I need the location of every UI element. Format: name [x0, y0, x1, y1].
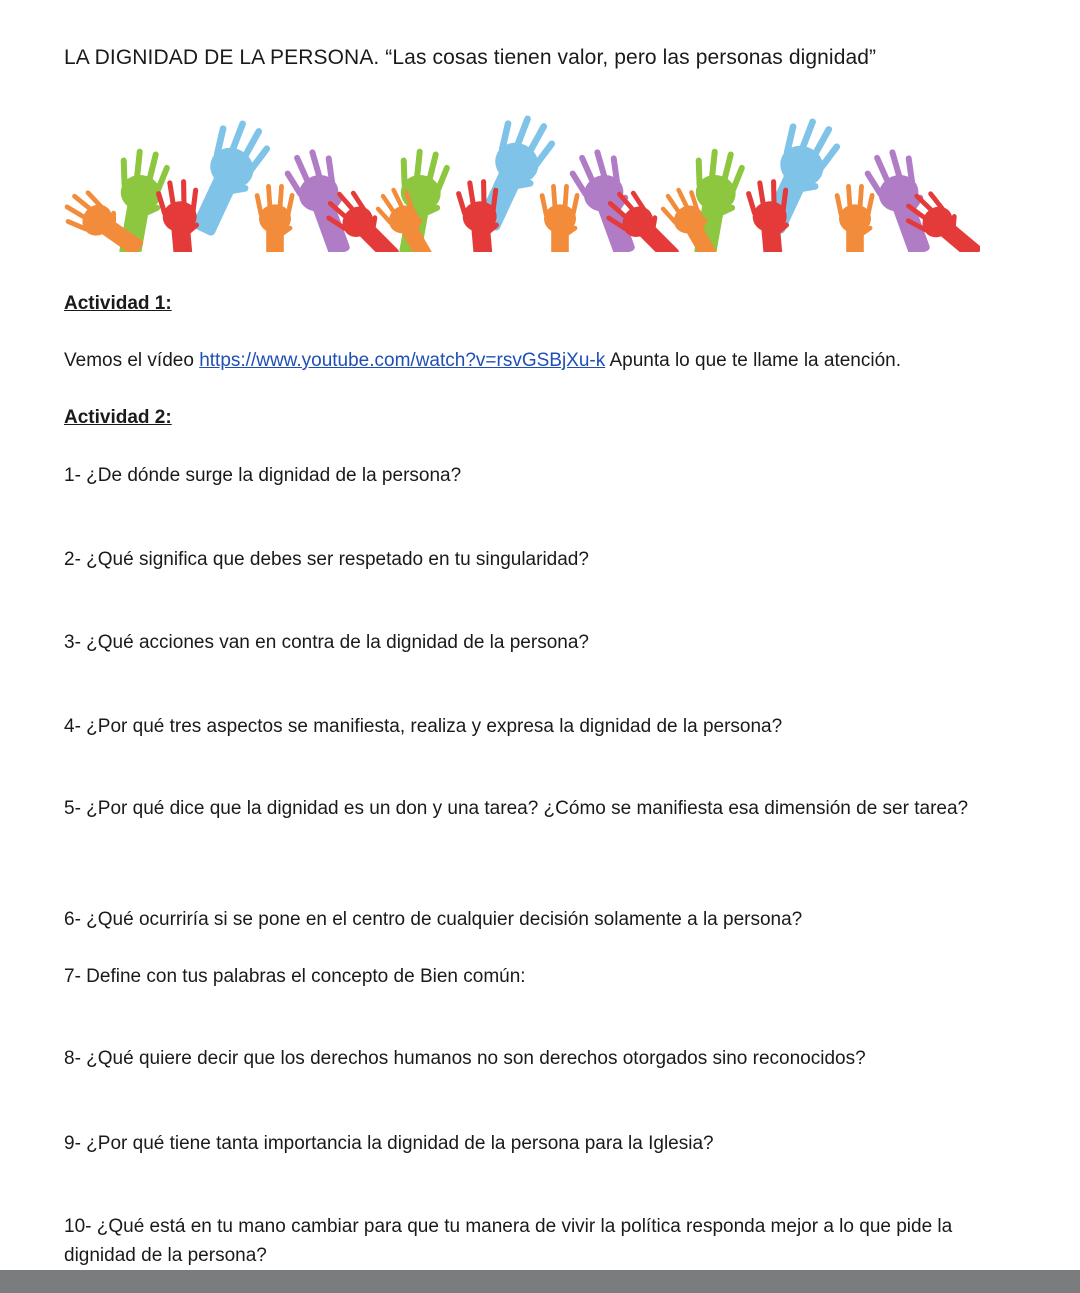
hand-orange-2-icon: [254, 184, 295, 252]
bottom-bar: [0, 1270, 1080, 1293]
question-5: 5- ¿Por qué dice que la dignidad es un don y una tarea? ¿Cómo se manifiesta esa dimensión de ser tarea?: [64, 798, 969, 819]
question-9: 9- ¿Por qué tiene tanta importancia la dignidad de la persona para la Iglesia?: [64, 1133, 714, 1154]
question-1: 1- ¿De dónde surge la dignidad de la persona?: [64, 465, 462, 486]
activity-2-heading: Actividad 2:: [64, 407, 172, 428]
hand-orange-4-icon: [539, 184, 580, 252]
question-2: 2- ¿Qué significa que debes ser respetado en tu singularidad?: [64, 549, 589, 570]
question-7: 7- Define con tus palabras el concepto de Bien común:: [64, 966, 526, 987]
activity-1-text-after: Apunta lo que te llame la atención.: [605, 350, 901, 371]
question-6: 6- ¿Qué ocurriría si se pone en el centro de cualquier decisión solamente a la persona?: [64, 909, 803, 930]
activity-1-heading: Actividad 1:: [64, 293, 172, 314]
document-title: LA DIGNIDAD DE LA PERSONA. “Las cosas tienen valor, pero las personas dignidad”: [64, 46, 877, 69]
video-link[interactable]: https://www.youtube.com/watch?v=rsvGSBjXu-k: [199, 350, 606, 371]
activity-1-instruction: [64, 350, 901, 372]
activity-1-text-before: Vemos el vídeo: [64, 350, 200, 371]
question-4: 4- ¿Por qué tres aspectos se manifiesta, realiza y expresa la dignidad de la persona?: [64, 716, 783, 737]
hand-orange-6-icon: [834, 184, 875, 252]
question-3: 3- ¿Qué acciones van en contra de la dignidad de la persona?: [64, 632, 589, 653]
question-8: 8- ¿Qué quiere decir que los derechos humanos no son derechos otorgados sino reconocidos?: [64, 1048, 866, 1069]
question-10: 10- ¿Qué está en tu mano cambiar para que tu manera de vivir la política responda mejor a lo que pide la dignidad de la persona?: [64, 1216, 953, 1266]
raised-hands-illustration: [60, 112, 980, 252]
